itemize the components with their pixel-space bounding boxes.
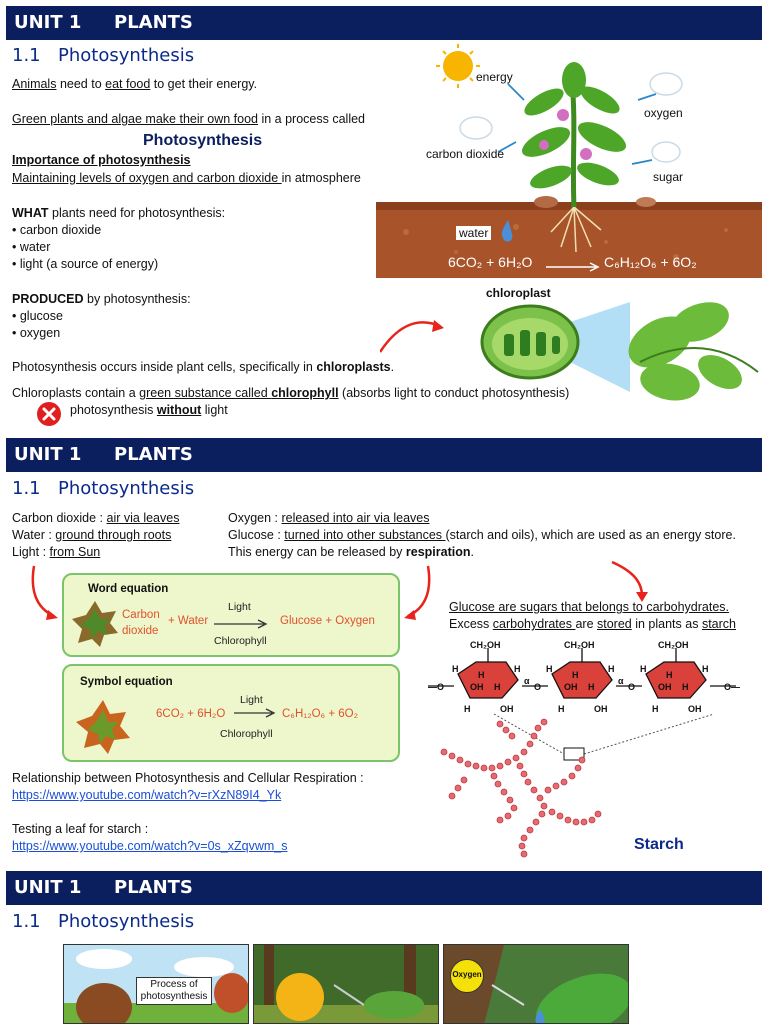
- need-item: • water: [12, 240, 51, 254]
- equation-arrow: [546, 262, 602, 272]
- relationship-text: Relationship between Photosynthesis and Cellular Respiration :: [12, 771, 364, 785]
- importance-text: Maintaining levels of oxygen and carbon dioxide in atmosphere: [12, 171, 361, 185]
- excess-line: Excess carbohydrates are stored in plants as starch: [449, 617, 736, 631]
- svg-text:OH: OH: [688, 704, 702, 714]
- svg-text:OH: OH: [564, 682, 578, 692]
- slide2-subtitle: [12, 478, 194, 499]
- svg-text:H: H: [608, 664, 615, 674]
- green-plants-line: Green plants and algae make their own food in a process called: [12, 112, 366, 126]
- leaf-icon: [70, 597, 120, 651]
- section-number: 1.1: [12, 911, 41, 932]
- starch-test-link[interactable]: https://www.youtube.com/watch?v=0s_xZqvwm_s: [12, 839, 288, 853]
- chloroplast-label: chloroplast: [486, 286, 551, 300]
- svg-text:O: O: [534, 682, 542, 692]
- svg-text:H: H: [478, 670, 485, 680]
- section-title: Photosynthesis: [58, 45, 195, 66]
- occurs-line: Photosynthesis occurs inside plant cells, specifically in chloroplasts.: [12, 360, 395, 374]
- svg-text:H: H: [546, 664, 553, 674]
- cross-icon: [36, 401, 62, 427]
- svg-text:H: H: [464, 704, 471, 714]
- leaf-icon: [74, 696, 132, 758]
- svg-text:H: H: [514, 664, 521, 674]
- slide3-subtitle: [12, 911, 194, 932]
- panel1-caption: Process of photosynthesis: [136, 977, 212, 1005]
- svg-text:H: H: [588, 682, 595, 692]
- starch-label: Starch: [634, 836, 684, 853]
- co2-source: Carbon dioxide : air via leaves: [12, 511, 180, 525]
- comic-panel-2: [253, 944, 439, 1024]
- what-heading: WHAT plants need for photosynthesis:: [12, 206, 226, 220]
- svg-text:α: α: [618, 676, 624, 686]
- svg-text:—O: —O: [428, 682, 445, 692]
- svg-text:OH: OH: [658, 682, 672, 692]
- topic-label: PLANTS: [114, 877, 193, 898]
- reaction-arrow: [214, 619, 270, 629]
- symbol-light: Light: [240, 694, 263, 706]
- unit-label: UNIT 1: [14, 12, 82, 33]
- produced-heading: PRODUCED by photosynthesis:: [12, 292, 191, 306]
- svg-text:CH₂OH: CH₂OH: [564, 640, 595, 650]
- chloroplast-diagram: [380, 282, 762, 412]
- reactant-water: + Water: [168, 615, 209, 627]
- symbol-chlorophyll: Chlorophyll: [220, 728, 273, 740]
- section-title: Photosynthesis: [58, 911, 195, 932]
- product-item: • glucose: [12, 309, 63, 323]
- need-item: • carbon dioxide: [12, 223, 102, 237]
- slide2-header: [6, 438, 762, 472]
- importance-heading: Importance of photosynthesis: [12, 153, 191, 167]
- symbol-equation-title: Symbol equation: [80, 676, 173, 688]
- water-label: water: [456, 226, 491, 240]
- slide1-header: [6, 6, 762, 40]
- oxygen-bubble: Oxygen: [450, 959, 484, 993]
- section-title: Photosynthesis: [58, 478, 195, 499]
- symbol-equation-box: [62, 664, 400, 762]
- svg-text:H: H: [558, 704, 565, 714]
- svg-text:OH: OH: [594, 704, 608, 714]
- oxygen-fate: Oxygen : released into air via leaves: [228, 511, 430, 525]
- chlorophyll-line: Chloroplasts contain a green substance called chlorophyll (absorbs light to conduct photosynthesis): [12, 386, 570, 400]
- svg-text:H: H: [640, 664, 647, 674]
- symbol-products: C₆H₁₂O₆ + 6O₂: [282, 708, 359, 720]
- sugar-line: Glucose are sugars that belongs to carbohydrates.: [449, 600, 730, 614]
- comic-panel-3: [443, 944, 629, 1024]
- sugar-label: sugar: [653, 170, 684, 184]
- animals-line: Animals need to eat food to get their energy.: [12, 77, 258, 91]
- plant-diagram: [376, 42, 762, 278]
- starch-test-link-row: [12, 838, 287, 855]
- svg-text:CH₂OH: CH₂OH: [470, 640, 501, 650]
- reactant-carbon: Carbon: [122, 609, 160, 621]
- svg-text:H: H: [494, 682, 501, 692]
- topic-label: PLANTS: [114, 444, 193, 465]
- product-item: • oxygen: [12, 326, 61, 340]
- svg-text:H: H: [572, 670, 579, 680]
- svg-text:H: H: [652, 704, 659, 714]
- oxygen-label: oxygen: [644, 106, 683, 120]
- svg-text:OH: OH: [470, 682, 484, 692]
- glucose-fate: Glucose : turned into other substances (starch and oils), which are used as an energy store.: [228, 528, 736, 542]
- reactant-dioxide: dioxide: [122, 625, 159, 637]
- svg-text:H: H: [666, 670, 673, 680]
- relationship-link-row: [12, 787, 281, 804]
- svg-text:H: H: [682, 682, 689, 692]
- svg-text:OH: OH: [500, 704, 514, 714]
- light-source: Light : from Sun: [12, 545, 101, 559]
- slide1-subtitle: [12, 45, 194, 66]
- svg-text:CH₂OH: CH₂OH: [658, 640, 689, 650]
- slide3-header: [6, 871, 762, 905]
- topic-label: PLANTS: [114, 12, 193, 33]
- starch-test-text: Testing a leaf for starch :: [12, 822, 149, 836]
- condition-chlorophyll: Chlorophyll: [214, 635, 267, 647]
- svg-text:O: O: [628, 682, 636, 692]
- unit-label: UNIT 1: [14, 877, 82, 898]
- starch-diagram: [424, 640, 764, 862]
- relationship-link[interactable]: https://www.youtube.com/watch?v=rXzN89I4_Yk: [12, 788, 282, 802]
- carbon-dioxide-label: carbon dioxide: [426, 147, 505, 161]
- products-text: Glucose + Oxygen: [280, 615, 375, 627]
- svg-text:α: α: [524, 676, 530, 686]
- no-light-line: photosynthesis without light: [70, 403, 228, 417]
- sun-icon: [436, 44, 480, 88]
- word-equation-box: [62, 573, 400, 657]
- comic-panel-1: [63, 944, 249, 1024]
- symbol-arrow: [234, 708, 278, 718]
- svg-text:H: H: [702, 664, 709, 674]
- photosynthesis-heading: Photosynthesis: [143, 132, 263, 149]
- section-number: 1.1: [12, 478, 41, 499]
- svg-text:O—: O—: [724, 682, 741, 692]
- condition-light: Light: [228, 601, 251, 613]
- water-source: Water : ground through roots: [12, 528, 172, 542]
- section-number: 1.1: [12, 45, 41, 66]
- symbol-reactants: 6CO₂ + 6H₂O: [156, 708, 226, 720]
- unit-label: UNIT 1: [14, 444, 82, 465]
- equation-right: C₆H₁₂O₆ + 6O₂: [604, 254, 697, 270]
- energy-release: This energy can be released by respiration.: [228, 545, 474, 559]
- need-item: • light (a source of energy): [12, 257, 159, 271]
- equation-left: 6CO₂ + 6H₂O: [448, 254, 533, 270]
- word-equation-title: Word equation: [88, 583, 169, 595]
- svg-text:H: H: [452, 664, 459, 674]
- energy-label: energy: [476, 70, 513, 84]
